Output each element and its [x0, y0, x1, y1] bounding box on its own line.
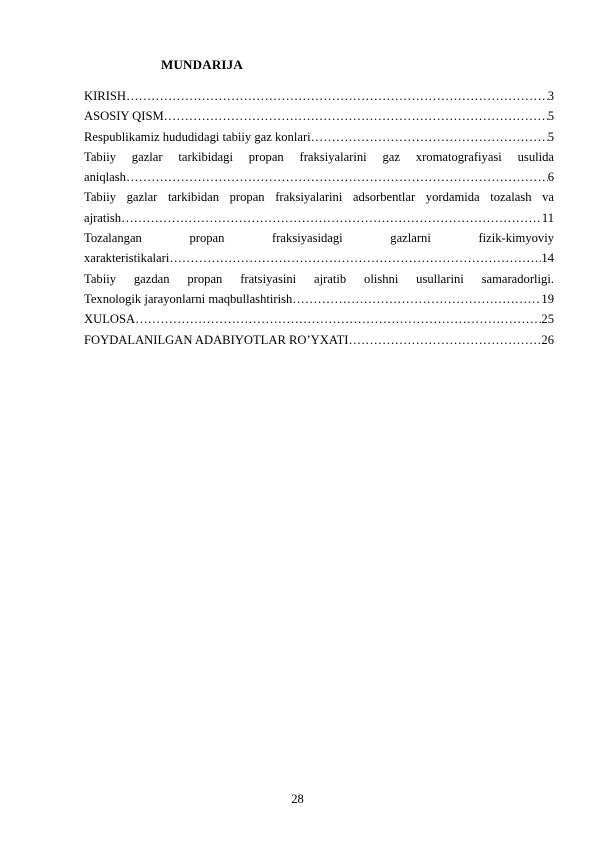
- toc-entry-label-line1: Tabiiy gazdan propan fratsiyasini ajratib olishni usullarini samaradorligi.: [84, 271, 554, 286]
- dot-leader: [126, 167, 548, 187]
- toc-entry-adabiyotlar[interactable]: [84, 330, 554, 350]
- toc-entry-label-line2: ajratish: [84, 210, 122, 225]
- toc-entry-label: Respublikamiz hududidagi tabiiy gaz konlari: [84, 129, 311, 144]
- dot-leader: [348, 330, 541, 350]
- toc-entry-label: FOYDALANILGAN ADABIYOTLAR RO’YXATI: [84, 332, 349, 347]
- toc-entry-olish[interactable]: [84, 269, 554, 310]
- toc-entry-label: ASOSIY QISM: [84, 109, 164, 124]
- toc-page-number: 19: [541, 291, 554, 306]
- page-title: MUNDARIJA: [161, 57, 243, 72]
- dot-leader: [164, 106, 548, 126]
- toc-page-number: 6: [547, 170, 554, 185]
- toc-page-number: 26: [541, 332, 554, 347]
- toc-page-number: 11: [541, 210, 554, 225]
- toc-entry-asosiy-qism[interactable]: [84, 106, 554, 126]
- toc-entry-respublika[interactable]: [84, 127, 554, 147]
- toc-entry-label-line1: Tabiiy gazlar tarkibidagi propan fraksiyalarini gaz xromatografiyasi usulida: [84, 149, 554, 164]
- toc-entry-label-line1: Tabiiy gazlar tarkibidan propan fraksiyalarini adsorbentlar yordamida tozalash va: [84, 190, 554, 205]
- toc-page-number: 25: [541, 312, 554, 327]
- dot-leader: [169, 248, 541, 268]
- dot-leader: [135, 309, 541, 329]
- toc-entry-label: XULOSA: [84, 312, 136, 327]
- toc-entry-kirish[interactable]: [84, 86, 554, 106]
- toc-entry-label-line1: Tozalangan propan fraksiyasidagi gazlarni fizik-kimyoviy: [84, 231, 554, 246]
- dot-leader: [126, 86, 548, 106]
- toc-entry-tozalangan[interactable]: [84, 228, 554, 269]
- toc-entry-label-line2: Texnologik jarayonlarni maqbullashtirish: [84, 291, 293, 306]
- dot-leader: [311, 127, 548, 147]
- page-number-footer: 28: [291, 792, 304, 806]
- toc-entry-tabiiy-gazlar[interactable]: [84, 147, 554, 188]
- toc-entry-label-line2: aniqlash: [84, 170, 126, 185]
- toc-entry-adsorbent[interactable]: [84, 187, 554, 228]
- toc-page-number: 3: [547, 89, 554, 103]
- table-of-contents: [84, 86, 554, 350]
- toc-entry-label-line2: xarakteristikalari: [84, 251, 170, 266]
- dot-leader: [292, 289, 541, 309]
- toc-page-number: 14: [541, 251, 554, 266]
- toc-entry-label: KIRISH: [84, 89, 126, 103]
- toc-entry-xulosa[interactable]: [84, 309, 554, 329]
- toc-page-number: 5: [547, 129, 554, 144]
- dot-leader: [121, 208, 542, 228]
- toc-page-number: 5: [547, 109, 554, 124]
